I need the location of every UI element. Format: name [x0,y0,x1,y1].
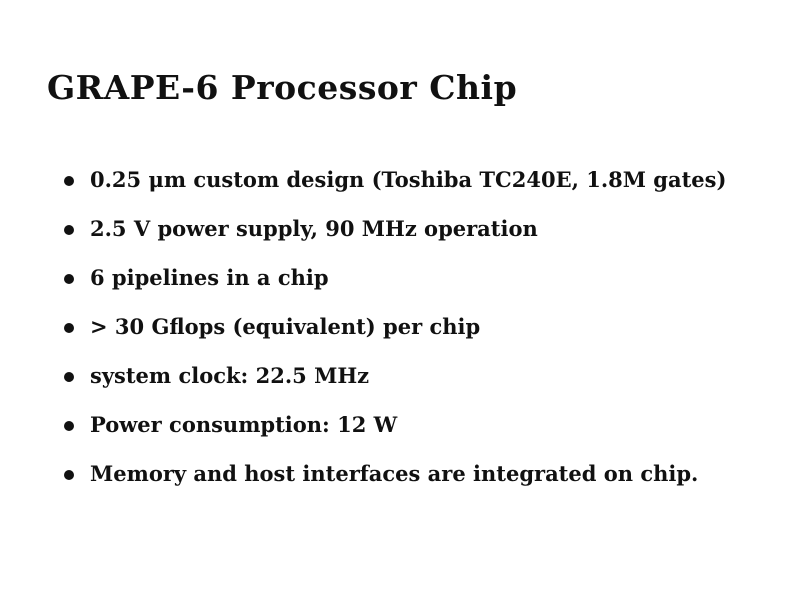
bullet-list [62,165,752,508]
bullet-text: 2.5 V power supply, 90 MHz operation [90,216,538,241]
bullet-item [62,459,752,489]
bullet-dot-icon [64,225,74,235]
bullet-text: 0.25 μm custom design (Toshiba TC240E, 1.8M gates) [90,167,727,192]
bullet-item [62,263,752,293]
bullet-dot-icon [64,372,74,382]
slide-title: GRAPE-6 Processor Chip [47,68,518,107]
bullet-text: system clock: 22.5 MHz [90,363,370,388]
bullet-item [62,361,752,391]
bullet-text: > 30 Gflops (equivalent) per chip [90,314,481,339]
bullet-text: 6 pipelines in a chip [90,265,329,290]
bullet-text: Memory and host interfaces are integrated on chip. [90,461,699,486]
bullet-item [62,214,752,244]
bullet-text: Power consumption: 12 W [90,412,398,437]
bullet-dot-icon [64,470,74,480]
bullet-dot-icon [64,421,74,431]
bullet-item [62,410,752,440]
bullet-dot-icon [64,274,74,284]
bullet-dot-icon [64,323,74,333]
bullet-dot-icon [64,176,74,186]
bullet-item [62,312,752,342]
bullet-item [62,165,752,195]
